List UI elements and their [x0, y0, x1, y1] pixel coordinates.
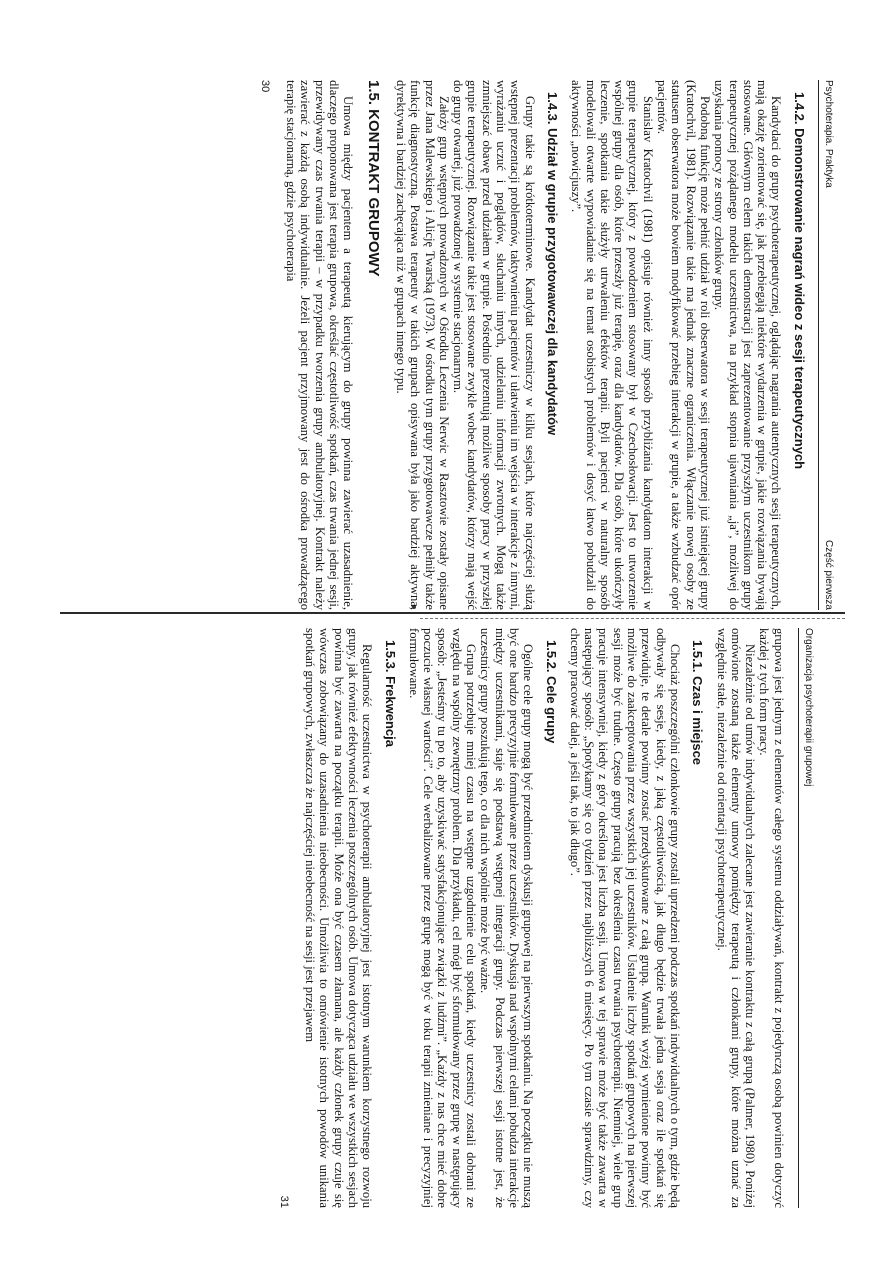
page-31-running-header — [798, 628, 815, 1208]
paragraph: Niezależnie od umów indywidualnych zalecane jest zawieranie kontraktu z całą grupą (Palmer, 1980). Poniżej omówione zostaną także elementy umowy pomiędzy terapeutą i członkami grupy, które można uznać za względnie stałe, niezależnie od orientacji psychoterapeutycznej. — [714, 628, 758, 1208]
heading-1-4-2: 1.4.2. Demonstrowanie nagrań wideo z sesji terapeutycznych — [791, 92, 807, 470]
paragraph: Założy grup wstępnych prowadzonych w Ośrodku Leczenia Nerwic w Rasztowie zostały opisane przez Jana Malewskiego i Alicję Twarską (1973). W ośrodku tym grupy przygotowawcze pełniły także funkcję diagnostyczną. Postawa terapeuty w takich grupach opisywana była jako bardziej aktywna, dyrektywna i bardziej zachęcająca niż w grupach innego typu. — [393, 80, 451, 610]
page-30-content — [95, 80, 835, 610]
page-number: 31 — [277, 1195, 290, 1208]
paragraph: Regularność uczestnictwa w psychoterapii ambulatoryjnej jest istotnym warunkiem korzystnego rozwoju grupy, jak również efektywności leczenia poszczególnych osób. Umowa dotycząca udziału we wszystkich sesjach powinna być zawarta na początku terapii. Może ona być czasem złamana, ale każdy członek grupy czuje się wówczas zobowiązany do uzasadnienia nieobecności. Umożliwia to omówienie istotnych powodów unikania spotkań grupowych, zwłaszcza że najczęściej nieobecność na sesji jest przejawem — [303, 628, 375, 1208]
page-fold-shadow — [420, 618, 845, 619]
paragraph: Grupa potrzebuje mniej czasu na wstępne uzgodnienie celu spotkań, kiedy uczestnicy zostali dobrani ze względu na wspólny zewnętrzny problem. Dla przykładu, cel mógł być sformułowany przez grupę w następujący sposób: „Jesteśmy tu po to, aby uzyskiwać satysfakcjonujące związki z ludźmi”. „Każdy z nas chce mieć dobre poczucie własnej wartości”. Cele werbalizowane przez grupę mogą być w toku terapii zmieniane i precyzyjniej formułowane. — [406, 628, 479, 1208]
page-30-running-header — [818, 80, 835, 610]
heading-1-4-3: 1.4.3. Udział w grupie przygotowawczej dla kandydatów — [544, 92, 560, 436]
paragraph: Podobną funkcję może pełnić udział w roli obserwatora w sesji terapeutycznej już istniejącej grupy (Kratochvil, 1981). Rozwiązanie takie ma jednak znaczne ograniczenia. Włączanie nowej osoby ze statusem obserwatora może bowiem modyfikować przebieg interakcji w grupie, a także wzbudzać opór pacjentów. — [655, 80, 712, 610]
book-page-31 — [115, 628, 814, 1208]
heading-1-5-1: 1.5.1. Czas i miejsce — [690, 640, 706, 766]
page-number: 30 — [258, 80, 271, 93]
heading-1-5: 1.5. KONTRAKT GRUPOWY — [364, 80, 382, 277]
paragraph: Kandydaci do grupy psychoterapeutycznej, oglądając nagrania autentycznych sesji terapeutycznych, mają okazję zorientować się, jak przebiegają niektóre wydarzenia w grupie, jakie rozwiązania bywają stosowane. Głównym celem takich demonstracji jest zaprezentowanie przyszłym uczestnikom grupy terapeutycznej pożądanego modelu uczestnictwa, na przykład stopnia ujawniania „ja”, możliwej do uzyskania pomocy ze strony członków grupy. — [712, 80, 784, 610]
running-header-part: Część pierwsza — [823, 539, 834, 610]
paragraph: Ogólne cele grupy mogą być przedmiotem dyskusji grupowej na pierwszym spotkaniu. Na początku nie muszą być one bardzo precyzyjnie formułowane przez uczestników. Dyskusja nad wspólnymi celami pobudza interakcje między uczestnikami, staje się podstawą wstępnej integracji grupy. Podczas pierwszej sesji istotne jest, że uczestnicy grupy poszukują tego, co dla nich wspólnie może być ważne. — [478, 628, 536, 1208]
paragraph: grupowa jest jednym z elementów całego systemu oddziaływań, kontrakt z pojedynczą osobą powinien dotyczyć każdej z tych form pracy. — [757, 628, 786, 1208]
paragraph: Chociaż poszczególni członkowie grupy zostali uprzedzeni podczas spotkań indywidualnych o tym, gdzie będą odbywały się sesje, kiedy, z jaką częstotliwością, jak długo będzie trwała jedna sesja oraz ile spotkań się przewiduje, te detale powinny zostać przedyskutowane z całą grupą. Warunki wyżej wymienione powinny być możliwe do zaakceptowania przez wszystkich jej uczestników. Ustalenie liczby spotkań grupowych na pierwszej sesji może być trudne. Często grupy pracują bez określenia czasu trwania psychoterapii. Niemniej, wiele grup pracuje intensywniej, kiedy z góry określona jest liczba sesji. Umowa w tej sprawie może być także zawarta w następujący sposób: „Spotykamy się co tydzień przez najbliższych 6 miesięcy. Po tym czasie sprawdzimy, czy chcemy pracować dalej, a jeśli tak, to jak długo”. — [567, 628, 682, 1208]
paragraph: Stanislav Kratochvil (1981) opisuje również inny sposób przybliżania kandydatom interakcji w grupie terapeutycznej, który z powodzeniem stosowany był w Czechosłowacji. Jest to utworzenie wspólnej grupy dla osób, które przeszły już terapię, oraz dla kandydatów. Dla osób, które ukończyły leczenie, spotkania takie służyły utrwaleniu efektów terapii. Byli pacjenci w naturalny sposób modelowali otwarte wypowiadanie się na temat osobistych problemów i dosyć łatwo pobudzali do aktywności „nowicjuszy”. — [569, 80, 655, 610]
book-page-30 — [95, 80, 834, 610]
heading-1-5-2: 1.5.2. Cele grupy — [543, 640, 559, 744]
heading-1-5-3: 1.5.3. Frekwencja — [382, 640, 398, 747]
running-header-book-title: Psychoterapia. Praktyka — [823, 80, 834, 188]
paragraph: Grupy takie są krótkoterminowe. Kandydat uczestniczy w kilku sesjach, które najczęściej służą wstępnej prezentacji problemów, taktywnieniu pacjentów i ułatwieniu im wejścia w interakcje z innymi, wyrażaniu uczuć i poglądów, słuchaniu innych, udzielaniu informacji zwrotnych. Mogą także zmniejszać obawę przed udziałem w grupie. Pośrednio prezentują możliwe sposoby pracy w przyszłej grupie terapeutycznej. Rozwiązanie takie jest stosowane zwykle wobec kandydatów, którzy mają wejść do grupy otwartej, już prowadzonej w systemie stacjonarnym. — [451, 80, 537, 610]
page-fold-line — [60, 612, 845, 614]
paragraph: Umowa między pacjentem a terapeutą kierującym do grupy powinna zawierać uzasadnienie, dlaczego proponowana jest terapia grupowa, określać częstotliwość spotkań, czas trwania jednej sesji, przewidywany czas trwania terapii – w przypadku tworzenia grupy ambulatoryjnej. Kontrakt należy zawierać z każdą osobą indywidualnie. Jeżeli pacjent przyjmowany jest do ośrodka prowadzącego terapię stacjonarną, gdzie psychoterapia — [284, 80, 356, 610]
running-header-chapter: Organizacja psychoterapii grupowej — [803, 628, 814, 787]
page-31-content — [115, 628, 815, 1208]
